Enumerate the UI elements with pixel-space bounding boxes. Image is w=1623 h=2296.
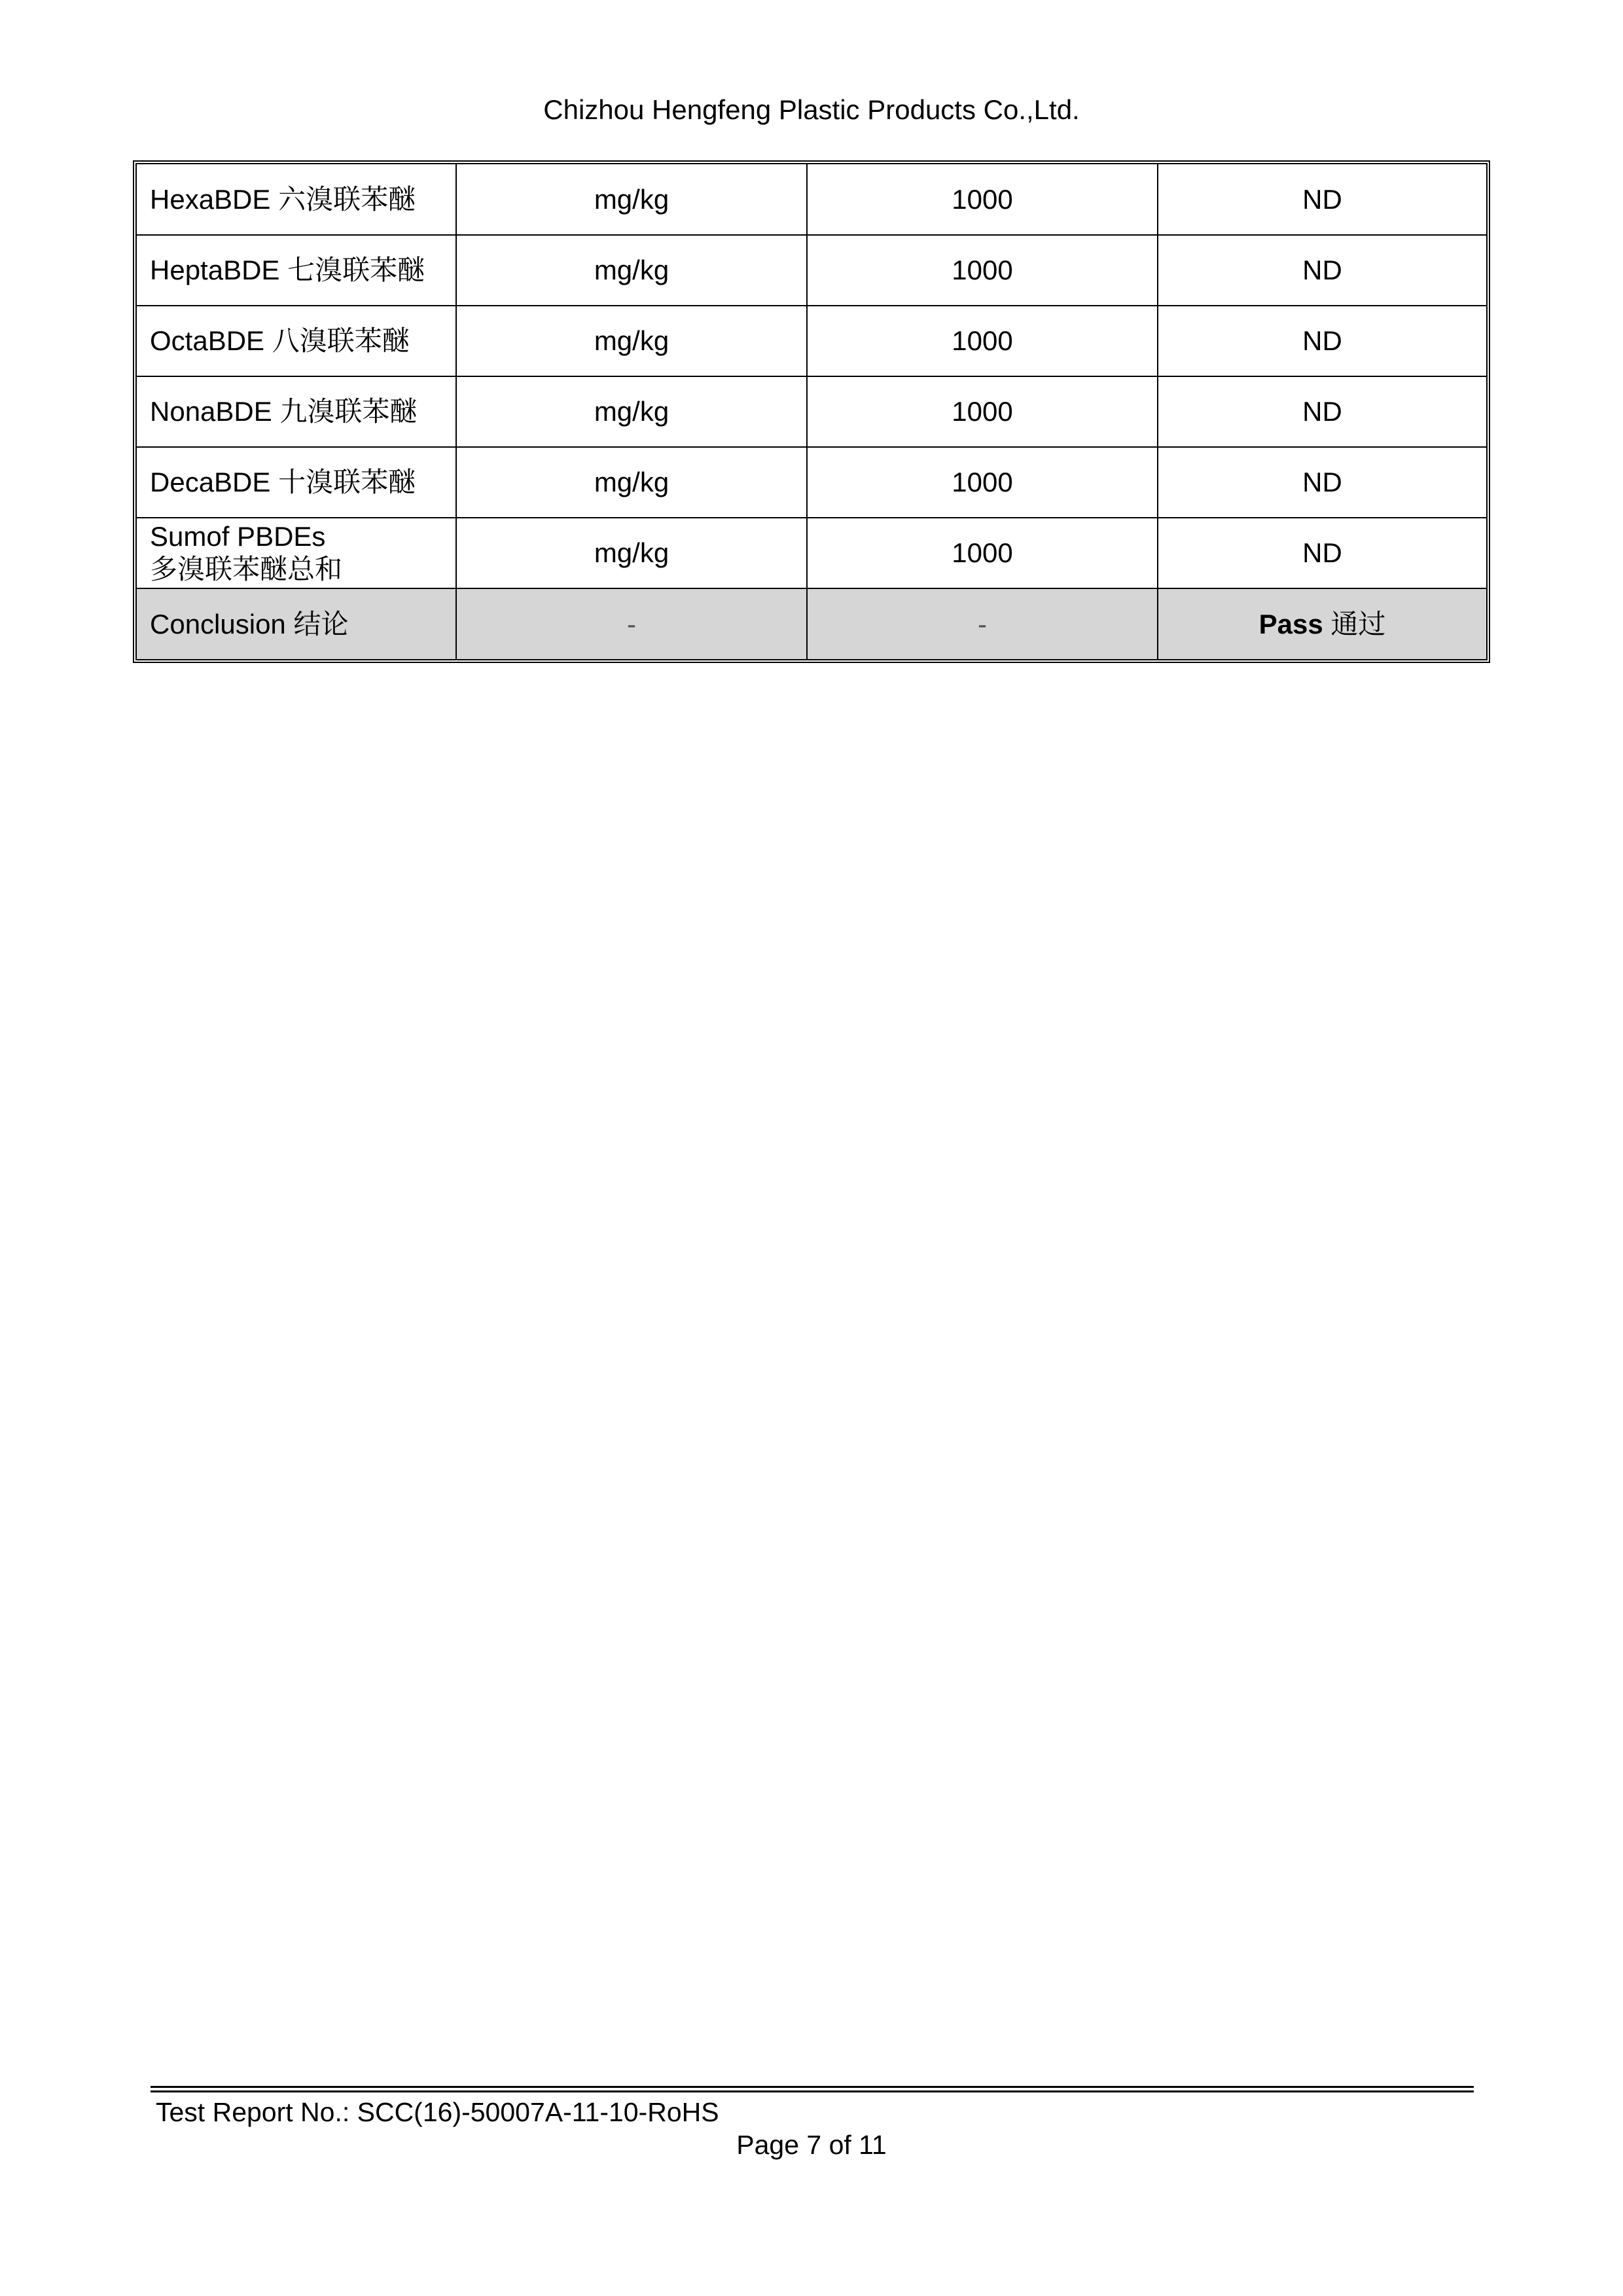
limit-cell: 1000	[807, 164, 1158, 235]
test-item-cell: OctaBDE 八溴联苯醚	[137, 306, 456, 376]
limit-cell: 1000	[807, 306, 1158, 376]
results-table	[133, 160, 1490, 663]
dash-placeholder: -	[627, 608, 636, 639]
unit-cell: mg/kg	[456, 164, 807, 235]
unit-cell: mg/kg	[456, 306, 807, 376]
test-item-line-en: Sumof PBDEs	[150, 521, 326, 552]
unit-cell: mg/kg	[456, 447, 807, 518]
test-item-cell: NonaBDE 九溴联苯醚	[137, 376, 456, 447]
limit-cell: 1000	[807, 518, 1158, 588]
result-cell: ND	[1158, 376, 1486, 447]
table-row	[137, 518, 1486, 588]
limit-cell: 1000	[807, 235, 1158, 306]
result-cell: ND	[1158, 447, 1486, 518]
table-row	[137, 235, 1486, 306]
result-cell: ND	[1158, 518, 1486, 588]
table-row	[137, 376, 1486, 447]
conclusion-row	[137, 588, 1486, 659]
conclusion-result-en: Pass	[1258, 608, 1323, 639]
limit-cell: 1000	[807, 447, 1158, 518]
unit-cell: mg/kg	[456, 235, 807, 306]
footer-divider	[151, 2086, 1474, 2092]
conclusion-limit-cell	[807, 588, 1158, 659]
table-row	[137, 447, 1486, 518]
unit-cell: mg/kg	[456, 376, 807, 447]
page-header-company: Chizhou Hengfeng Plastic Products Co.,Ltd.	[543, 94, 1080, 125]
result-cell: ND	[1158, 164, 1486, 235]
test-item-line-cn: 多溴联苯醚总和	[150, 554, 343, 584]
footer-page-number: Page 7 of 11	[736, 2130, 887, 2160]
conclusion-result-cell	[1158, 588, 1486, 659]
result-cell: ND	[1158, 235, 1486, 306]
dash-placeholder: -	[978, 608, 987, 639]
test-item-cell: HexaBDE 六溴联苯醚	[137, 164, 456, 235]
test-item-cell	[137, 518, 456, 588]
table-row	[137, 306, 1486, 376]
limit-cell: 1000	[807, 376, 1158, 447]
footer-report-number: Test Report No.: SCC(16)-50007A-11-10-RoHS	[156, 2097, 719, 2127]
unit-cell: mg/kg	[456, 518, 807, 588]
result-cell: ND	[1158, 306, 1486, 376]
test-item-cell: DecaBDE 十溴联苯醚	[137, 447, 456, 518]
test-item-cell: HeptaBDE 七溴联苯醚	[137, 235, 456, 306]
conclusion-label: Conclusion 结论	[137, 588, 456, 659]
conclusion-unit-cell	[456, 588, 807, 659]
conclusion-result-cn: 通过	[1330, 608, 1386, 639]
table-row	[137, 164, 1486, 235]
